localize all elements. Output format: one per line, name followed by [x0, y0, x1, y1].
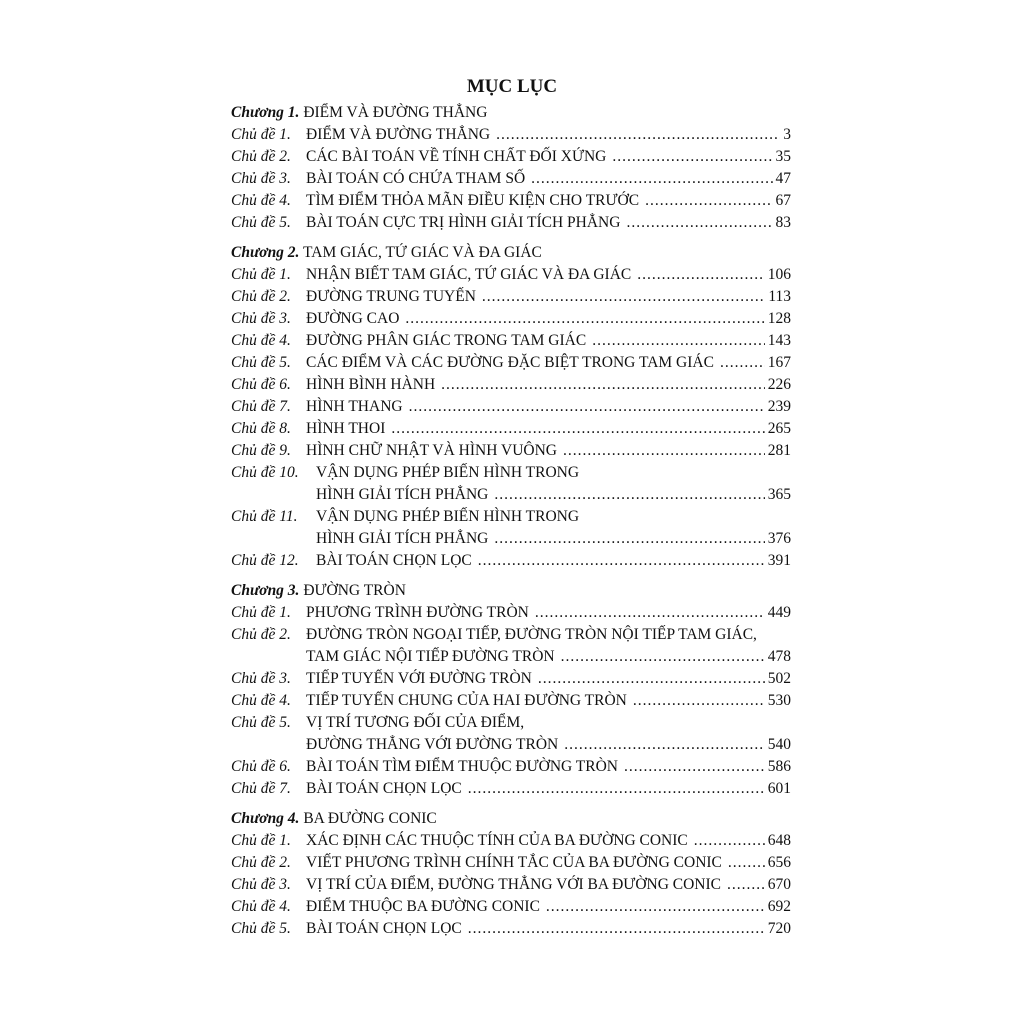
topic-label: Chủ đề 5.	[231, 920, 291, 937]
topic-title: BÀI TOÁN CHỌN LỌC	[306, 920, 462, 937]
toc-entry-continuation[interactable]	[231, 646, 791, 668]
toc-entry[interactable]	[231, 462, 791, 484]
topic-title: VỊ TRÍ TƯƠNG ĐỐI CỦA ĐIỂM,	[306, 714, 525, 731]
page-number: 3	[783, 126, 791, 143]
chapter-title: ĐƯỜNG TRÒN	[299, 582, 406, 599]
page-number: 391	[767, 552, 791, 569]
toc-entry[interactable]	[231, 602, 791, 624]
toc-entry[interactable]	[231, 852, 791, 874]
topic-label: Chủ đề 4.	[231, 332, 291, 349]
page-number: 478	[767, 648, 791, 665]
page-number: 601	[767, 780, 791, 797]
topic-title: BÀI TOÁN CỰC TRỊ HÌNH GIẢI TÍCH PHẲNG	[306, 214, 621, 231]
topic-title: HÌNH CHỮ NHẬT VÀ HÌNH VUÔNG	[306, 442, 557, 459]
topic-label: Chủ đề 3.	[231, 170, 291, 187]
page-number: 376	[767, 530, 791, 547]
topic-label: Chủ đề 10.	[231, 464, 299, 481]
toc-entry[interactable]	[231, 168, 791, 190]
page-number: 83	[775, 214, 791, 231]
page-number: 67	[775, 192, 791, 209]
dot-leader	[563, 440, 765, 462]
page-number: 106	[767, 266, 791, 283]
topic-title: ĐIỂM THUỘC BA ĐƯỜNG CONIC	[306, 898, 540, 915]
topic-label: Chủ đề 2.	[231, 626, 291, 643]
topic-title: VẬN DỤNG PHÉP BIẾN HÌNH TRONG	[316, 464, 580, 481]
dot-leader	[441, 374, 765, 396]
dot-leader	[727, 874, 765, 896]
dot-leader	[478, 550, 765, 572]
topic-label: Chủ đề 6.	[231, 376, 291, 393]
topic-title: NHẬN BIẾT TAM GIÁC, TỨ GIÁC VÀ ĐA GIÁC	[306, 266, 632, 283]
topic-label: Chủ đề 3.	[231, 670, 291, 687]
topic-label: Chủ đề 7.	[231, 780, 291, 797]
toc-entry[interactable]	[231, 690, 791, 712]
dot-leader	[494, 528, 764, 550]
topic-title: ĐIỂM VÀ ĐƯỜNG THẲNG	[306, 126, 491, 143]
topic-title: VIẾT PHƯƠNG TRÌNH CHÍNH TẮC CỦA BA ĐƯỜNG CONIC	[306, 854, 722, 871]
topic-title: BÀI TOÁN CHỌN LỌC	[306, 780, 462, 797]
dot-leader	[531, 168, 772, 190]
chapter-title: BA ĐƯỜNG CONIC	[299, 810, 437, 827]
toc-entry[interactable]	[231, 418, 791, 440]
dot-leader	[494, 484, 764, 506]
dot-leader	[694, 830, 765, 852]
topic-title: HÌNH BÌNH HÀNH	[306, 376, 436, 393]
topic-title: VỊ TRÍ CỦA ĐIỂM, ĐƯỜNG THẲNG VỚI BA ĐƯỜNG CONIC	[306, 876, 722, 893]
toc-entry[interactable]	[231, 830, 791, 852]
topic-label: Chủ đề 2.	[231, 288, 291, 305]
topic-title: PHƯƠNG TRÌNH ĐƯỜNG TRÒN	[306, 604, 529, 621]
chapter-heading	[231, 242, 791, 264]
dot-leader	[405, 308, 764, 330]
topic-label: Chủ đề 2.	[231, 148, 291, 165]
dot-leader	[564, 734, 765, 756]
topic-label: Chủ đề 1.	[231, 832, 291, 849]
dot-leader	[592, 330, 765, 352]
toc-entry[interactable]	[231, 778, 791, 800]
chapter-title: TAM GIÁC, TỨ GIÁC VÀ ĐA GIÁC	[299, 244, 542, 261]
page-number: 502	[767, 670, 791, 687]
toc-entry[interactable]	[231, 212, 791, 234]
page-number: 226	[767, 376, 791, 393]
page-number: 656	[767, 854, 791, 871]
dot-leader	[468, 778, 765, 800]
topic-label: Chủ đề 8.	[231, 420, 291, 437]
chapter-label: Chương 1.	[231, 104, 300, 121]
toc-entry[interactable]	[231, 330, 791, 352]
topic-label: Chủ đề 11.	[231, 508, 298, 525]
topic-label: Chủ đề 5.	[231, 214, 291, 231]
topic-title: HÌNH THOI	[306, 420, 386, 437]
topic-label: Chủ đề 1.	[231, 604, 291, 621]
topic-title: XÁC ĐỊNH CÁC THUỘC TÍNH CỦA BA ĐƯỜNG CONIC	[306, 832, 688, 849]
dot-leader	[546, 896, 765, 918]
toc-entry[interactable]	[231, 668, 791, 690]
page-number: 365	[767, 486, 791, 503]
topic-title: CÁC BÀI TOÁN VỀ TÍNH CHẤT ĐỐI XỨNG	[306, 148, 607, 165]
topic-title: BÀI TOÁN CÓ CHỨA THAM SỐ	[306, 170, 526, 187]
chapter-heading	[231, 808, 791, 830]
toc-entry[interactable]	[231, 756, 791, 778]
chapter-gap	[231, 234, 791, 242]
dot-leader	[535, 602, 765, 624]
dot-leader	[482, 286, 765, 308]
topic-title: TÌM ĐIỂM THỎA MÃN ĐIỀU KIỆN CHO TRƯỚC	[306, 192, 640, 209]
topic-label: Chủ đề 1.	[231, 126, 291, 143]
toc-entry[interactable]	[231, 506, 791, 528]
toc-entry-continuation[interactable]	[231, 734, 791, 756]
toc-entry[interactable]	[231, 874, 791, 896]
dot-leader	[409, 396, 765, 418]
toc-entry[interactable]	[231, 374, 791, 396]
dot-leader	[728, 852, 765, 874]
dot-leader	[637, 264, 765, 286]
topic-label: Chủ đề 12.	[231, 552, 299, 569]
topic-label: Chủ đề 6.	[231, 758, 291, 775]
toc-entry[interactable]	[231, 264, 791, 286]
chapter-title: ĐIỂM VÀ ĐƯỜNG THẲNG	[299, 104, 488, 121]
page-number: 239	[767, 398, 791, 415]
toc-entry[interactable]	[231, 550, 791, 572]
dot-leader	[633, 690, 765, 712]
chapter-gap	[231, 800, 791, 808]
topic-title: ĐƯỜNG CAO	[306, 310, 400, 327]
chapter-gap	[231, 572, 791, 580]
dot-leader	[624, 756, 765, 778]
page-number: 47	[775, 170, 791, 187]
topic-title-line2: HÌNH GIẢI TÍCH PHẲNG	[316, 530, 489, 547]
topic-label: Chủ đề 5.	[231, 354, 291, 371]
page-number: 530	[767, 692, 791, 709]
page-number: 35	[775, 148, 791, 165]
topic-label: Chủ đề 1.	[231, 266, 291, 283]
dot-leader	[645, 190, 772, 212]
page-number: 113	[768, 288, 791, 305]
topic-label: Chủ đề 7.	[231, 398, 291, 415]
chapter-label: Chương 2.	[231, 244, 300, 261]
topic-label: Chủ đề 5.	[231, 714, 291, 731]
toc-entry[interactable]	[231, 124, 791, 146]
topic-title-line2: ĐƯỜNG THẲNG VỚI ĐƯỜNG TRÒN	[306, 736, 559, 753]
chapter-label: Chương 3.	[231, 582, 300, 599]
toc-entry[interactable]	[231, 286, 791, 308]
dot-leader	[391, 418, 764, 440]
topic-title: CÁC ĐIỂM VÀ CÁC ĐƯỜNG ĐẶC BIỆT TRONG TAM GIÁC	[306, 354, 714, 371]
topic-title: ĐƯỜNG TRÒN NGOẠI TIẾP, ĐƯỜNG TRÒN NỘI TIẾP TAM GIÁC,	[306, 626, 757, 643]
chapter-label: Chương 4.	[231, 810, 300, 827]
page-number: 143	[767, 332, 791, 349]
dot-leader	[496, 124, 780, 146]
toc-entry[interactable]	[231, 352, 791, 374]
page-number: 449	[767, 604, 791, 621]
topic-title: TIẾP TUYẾN CHUNG CỦA HAI ĐƯỜNG TRÒN	[306, 692, 627, 709]
page-number: 692	[767, 898, 791, 915]
toc-entry-continuation[interactable]	[231, 484, 791, 506]
page-number: 648	[767, 832, 791, 849]
dot-leader	[720, 352, 765, 374]
topic-title: BÀI TOÁN TÌM ĐIỂM THUỘC ĐƯỜNG TRÒN	[306, 758, 618, 775]
toc-entry[interactable]	[231, 918, 791, 940]
toc-entry[interactable]	[231, 190, 791, 212]
topic-label: Chủ đề 9.	[231, 442, 291, 459]
topic-label: Chủ đề 2.	[231, 854, 291, 871]
dot-leader	[468, 918, 765, 940]
topic-title: ĐƯỜNG TRUNG TUYẾN	[306, 288, 476, 305]
dot-leader	[626, 212, 772, 234]
page-number: 128	[767, 310, 791, 327]
topic-label: Chủ đề 4.	[231, 192, 291, 209]
toc-entry[interactable]	[231, 396, 791, 418]
page-number: 167	[767, 354, 791, 371]
toc-entry[interactable]	[231, 146, 791, 168]
topic-title: HÌNH THANG	[306, 398, 403, 415]
dot-leader	[538, 668, 765, 690]
chapter-heading	[231, 580, 791, 602]
toc-entry[interactable]	[231, 440, 791, 462]
page-number: 586	[767, 758, 791, 775]
topic-title-line2: HÌNH GIẢI TÍCH PHẲNG	[316, 486, 489, 503]
topic-label: Chủ đề 4.	[231, 692, 291, 709]
chapter-heading	[231, 102, 791, 124]
toc-entry[interactable]	[231, 308, 791, 330]
page-number: 281	[767, 442, 791, 459]
page-title: MỤC LỤC	[466, 76, 558, 97]
page-number: 540	[767, 736, 791, 753]
topic-label: Chủ đề 4.	[231, 898, 291, 915]
page-number: 265	[767, 420, 791, 437]
dot-leader	[612, 146, 772, 168]
topic-label: Chủ đề 3.	[231, 876, 291, 893]
dot-leader	[561, 646, 765, 668]
page-number: 720	[767, 920, 791, 937]
toc-entry[interactable]	[231, 712, 791, 734]
toc-entry[interactable]	[231, 624, 791, 646]
toc-entry-continuation[interactable]	[231, 528, 791, 550]
topic-title: TIẾP TUYẾN VỚI ĐƯỜNG TRÒN	[306, 670, 532, 687]
topic-title: ĐƯỜNG PHÂN GIÁC TRONG TAM GIÁC	[306, 332, 587, 349]
topic-title: BÀI TOÁN CHỌN LỌC	[316, 552, 472, 569]
topic-label: Chủ đề 3.	[231, 310, 291, 327]
topic-title-line2: TAM GIÁC NỘI TIẾP ĐƯỜNG TRÒN	[306, 648, 555, 665]
page-number: 670	[767, 876, 791, 893]
table-of-contents	[231, 102, 791, 940]
topic-title: VẬN DỤNG PHÉP BIẾN HÌNH TRONG	[316, 508, 580, 525]
toc-entry[interactable]	[231, 896, 791, 918]
